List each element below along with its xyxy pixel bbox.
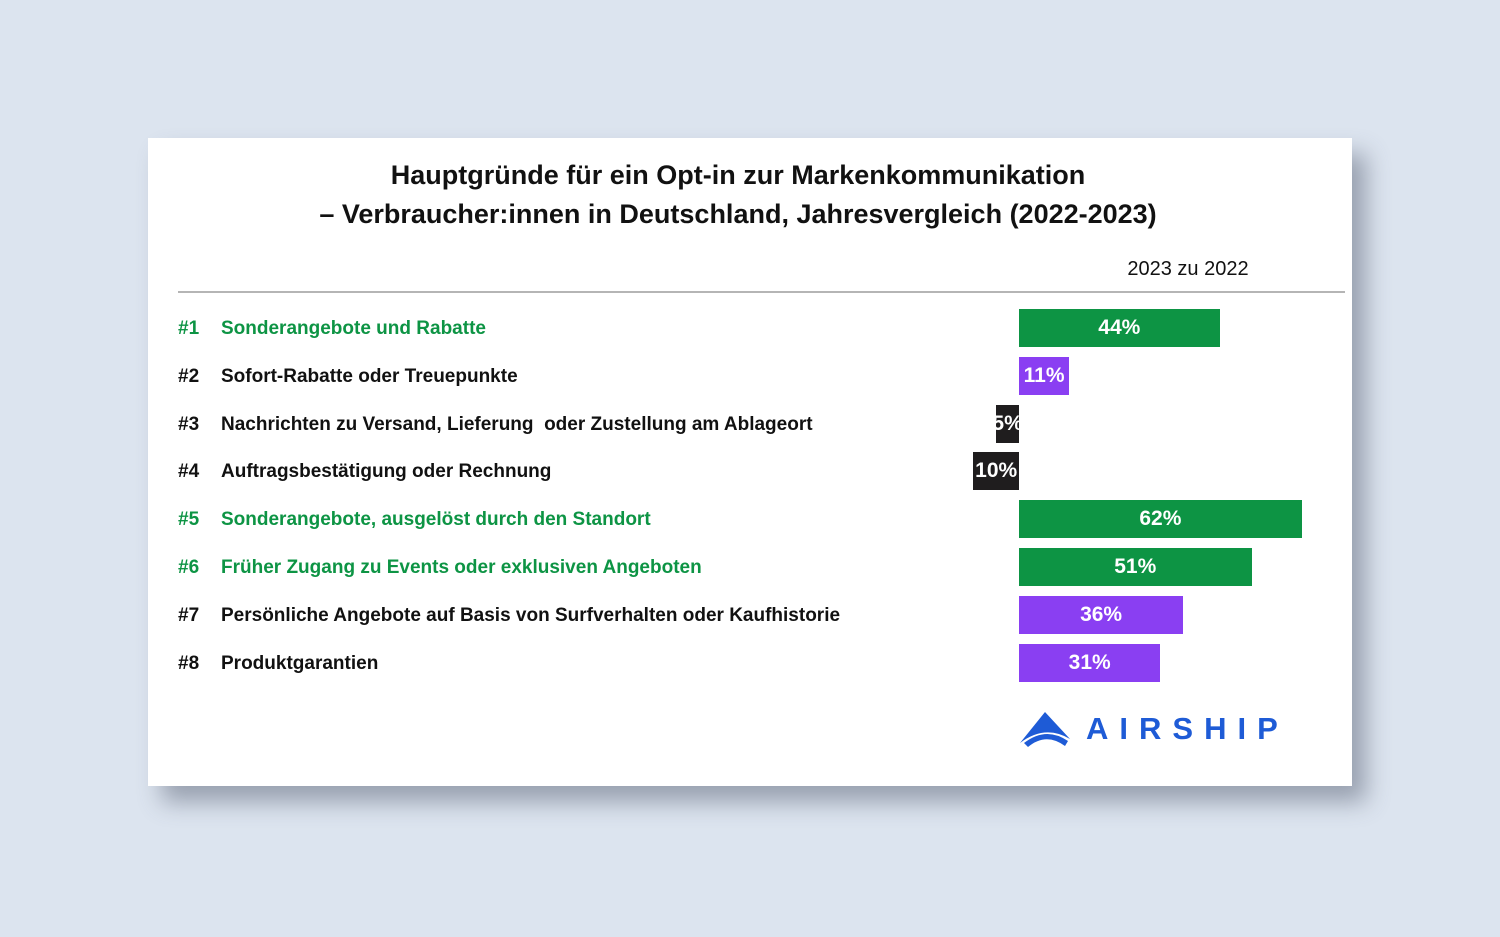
row-rank: #4 [178, 461, 200, 483]
row-rank: #3 [178, 413, 200, 435]
bar [1019, 357, 1069, 395]
header-divider [178, 291, 1345, 293]
bar-row [148, 500, 1352, 540]
bar-row [148, 357, 1352, 397]
bar [1019, 309, 1220, 347]
bar-value-label: 44% [1098, 316, 1141, 339]
bar-value-label: 36% [1080, 602, 1123, 626]
chart-title-line-2: – Verbraucher:innen in Deutschland, Jahresvergleich (2022-2023) [319, 199, 1157, 229]
chart-title [148, 156, 1328, 234]
bar-row [148, 452, 1352, 492]
row-rank: #8 [178, 652, 200, 674]
bar [1019, 644, 1160, 682]
airship-logo [1018, 710, 1289, 748]
row-label: Produktgarantien [221, 652, 379, 674]
row-label: Früher Zugang zu Events oder exklusiven Angeboten [221, 557, 702, 578]
bar [1019, 500, 1302, 538]
bar-row [148, 405, 1352, 445]
bar-row [148, 309, 1352, 349]
bar [992, 405, 1023, 443]
bar [1019, 548, 1252, 586]
bar-row [148, 644, 1352, 684]
bar-value-label: 10% [975, 459, 1018, 483]
brand-name: AIRSHIP [1086, 711, 1289, 746]
chart-title-line-1: Hauptgründe für ein Opt-in zur Markenkommunikation [390, 160, 1086, 190]
bar-row [148, 548, 1352, 588]
bar-value-label: 51% [1114, 555, 1157, 578]
row-label: Sonderangebote und Rabatte [221, 318, 486, 339]
row-rank: #6 [178, 557, 200, 578]
bar [1019, 596, 1183, 634]
row-label: Auftragsbestätigung oder Rechnung [221, 461, 552, 483]
bar-value-label: 31% [1068, 650, 1111, 674]
row-rank: #5 [178, 509, 200, 531]
bar-value-label: 5% [992, 411, 1023, 435]
row-rank: #2 [178, 365, 200, 387]
row-label: Persönliche Angebote auf Basis von Surfverhalten oder Kaufhistorie [221, 604, 841, 626]
row-rank: #1 [178, 318, 200, 339]
row-label: Sonderangebote, ausgelöst durch den Standort [221, 509, 651, 531]
row-rank: #7 [178, 604, 200, 626]
bar [973, 452, 1019, 490]
bar-value-label: 11% [1023, 363, 1065, 387]
row-label: Sofort-Rabatte oder Treuepunkte [221, 365, 518, 387]
chart-card [148, 138, 1352, 786]
row-label: Nachrichten zu Versand, Lieferung oder Zustellung am Ablageort [221, 413, 813, 435]
column-header: 2023 zu 2022 [1127, 258, 1249, 280]
airship-logo-icon [1018, 710, 1072, 748]
bar-value-label: 62% [1139, 507, 1182, 531]
bar-row [148, 596, 1352, 636]
